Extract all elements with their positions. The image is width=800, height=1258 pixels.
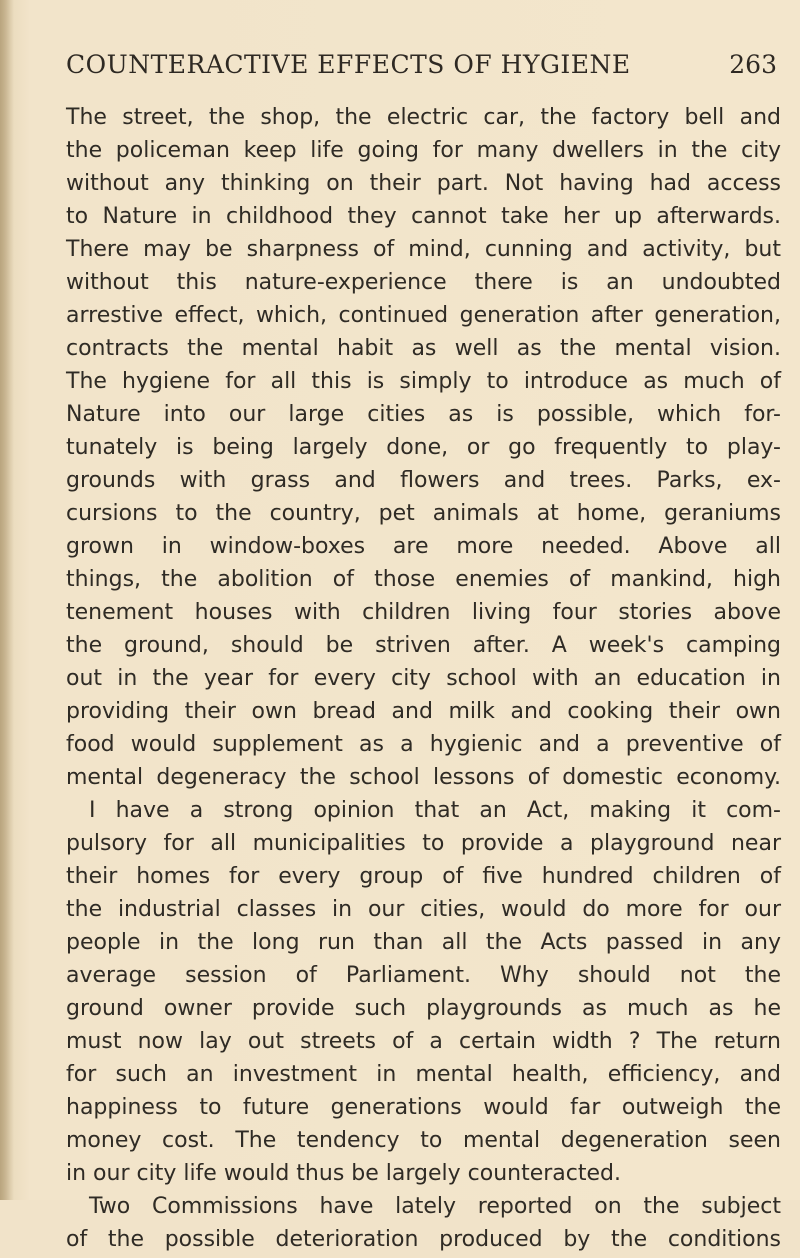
- text-line: of the possible deterioration produced by the conditions: [66, 1227, 781, 1252]
- page-gutter-shadow: [0, 0, 14, 1200]
- text-line: There may be sharpness of mind, cunning and activity, but: [66, 237, 781, 262]
- text-line: the industrial classes in our cities, would do more for our: [66, 897, 781, 922]
- text-line: Two Commissions have lately reported on the subject: [89, 1194, 781, 1219]
- text-line: food would supplement as a hygienic and a preventive of: [66, 732, 781, 757]
- running-head: [66, 50, 781, 86]
- text-line: cursions to the country, pet animals at home, geraniums: [66, 501, 781, 526]
- text-line: pulsory for all municipalities to provide a playground near: [66, 831, 781, 856]
- text-line: in our city life would thus be largely counteracted.: [66, 1161, 621, 1186]
- text-line: the policeman keep life going for many dwellers in the city: [66, 138, 781, 163]
- text-line: tunately is being largely done, or go frequently to play-: [66, 435, 781, 460]
- text-line: happiness to future generations would far outweigh the: [66, 1095, 781, 1120]
- text-line: their homes for every group of five hundred children of: [66, 864, 781, 889]
- text-line: mental degeneracy the school lessons of domestic economy.: [66, 765, 781, 790]
- text-line: tenement houses with children living four stories above: [66, 600, 781, 625]
- text-line: The hygiene for all this is simply to introduce as much of: [66, 369, 781, 394]
- text-line: Nature into our large cities as is possible, which for-: [66, 402, 781, 427]
- text-line: contracts the mental habit as well as the mental vision.: [66, 336, 781, 361]
- text-line: to Nature in childhood they cannot take her up afterwards.: [66, 204, 781, 229]
- text-line: out in the year for every city school with an education in: [66, 666, 781, 691]
- running-title: COUNTERACTIVE EFFECTS OF HYGIENE: [66, 50, 631, 79]
- text-line: providing their own bread and milk and cooking their own: [66, 699, 781, 724]
- text-line: average session of Parliament. Why should not the: [66, 963, 781, 988]
- text-line: grown in window-boxes are more needed. Above all: [66, 534, 781, 559]
- text-line: for such an investment in mental health, efficiency, and: [66, 1062, 781, 1087]
- text-line: ground owner provide such playgrounds as much as he: [66, 996, 781, 1021]
- text-line: the ground, should be striven after. A week's camping: [66, 633, 781, 658]
- text-line: money cost. The tendency to mental degeneration seen: [66, 1128, 781, 1153]
- text-line: things, the abolition of those enemies of mankind, high: [66, 567, 781, 592]
- text-line: grounds with grass and flowers and trees. Parks, ex-: [66, 468, 781, 493]
- text-line: without this nature-experience there is an undoubted: [66, 270, 781, 295]
- text-line: The street, the shop, the electric car, the factory bell and: [66, 105, 781, 130]
- text-line: without any thinking on their part. Not having had access: [66, 171, 781, 196]
- text-line: must now lay out streets of a certain width ? The return: [66, 1029, 781, 1054]
- page-number: 263: [729, 50, 777, 79]
- text-line: arrestive effect, which, continued generation after generation,: [66, 303, 781, 328]
- text-line: people in the long run than all the Acts passed in any: [66, 930, 781, 955]
- text-line: I have a strong opinion that an Act, making it com-: [89, 798, 781, 823]
